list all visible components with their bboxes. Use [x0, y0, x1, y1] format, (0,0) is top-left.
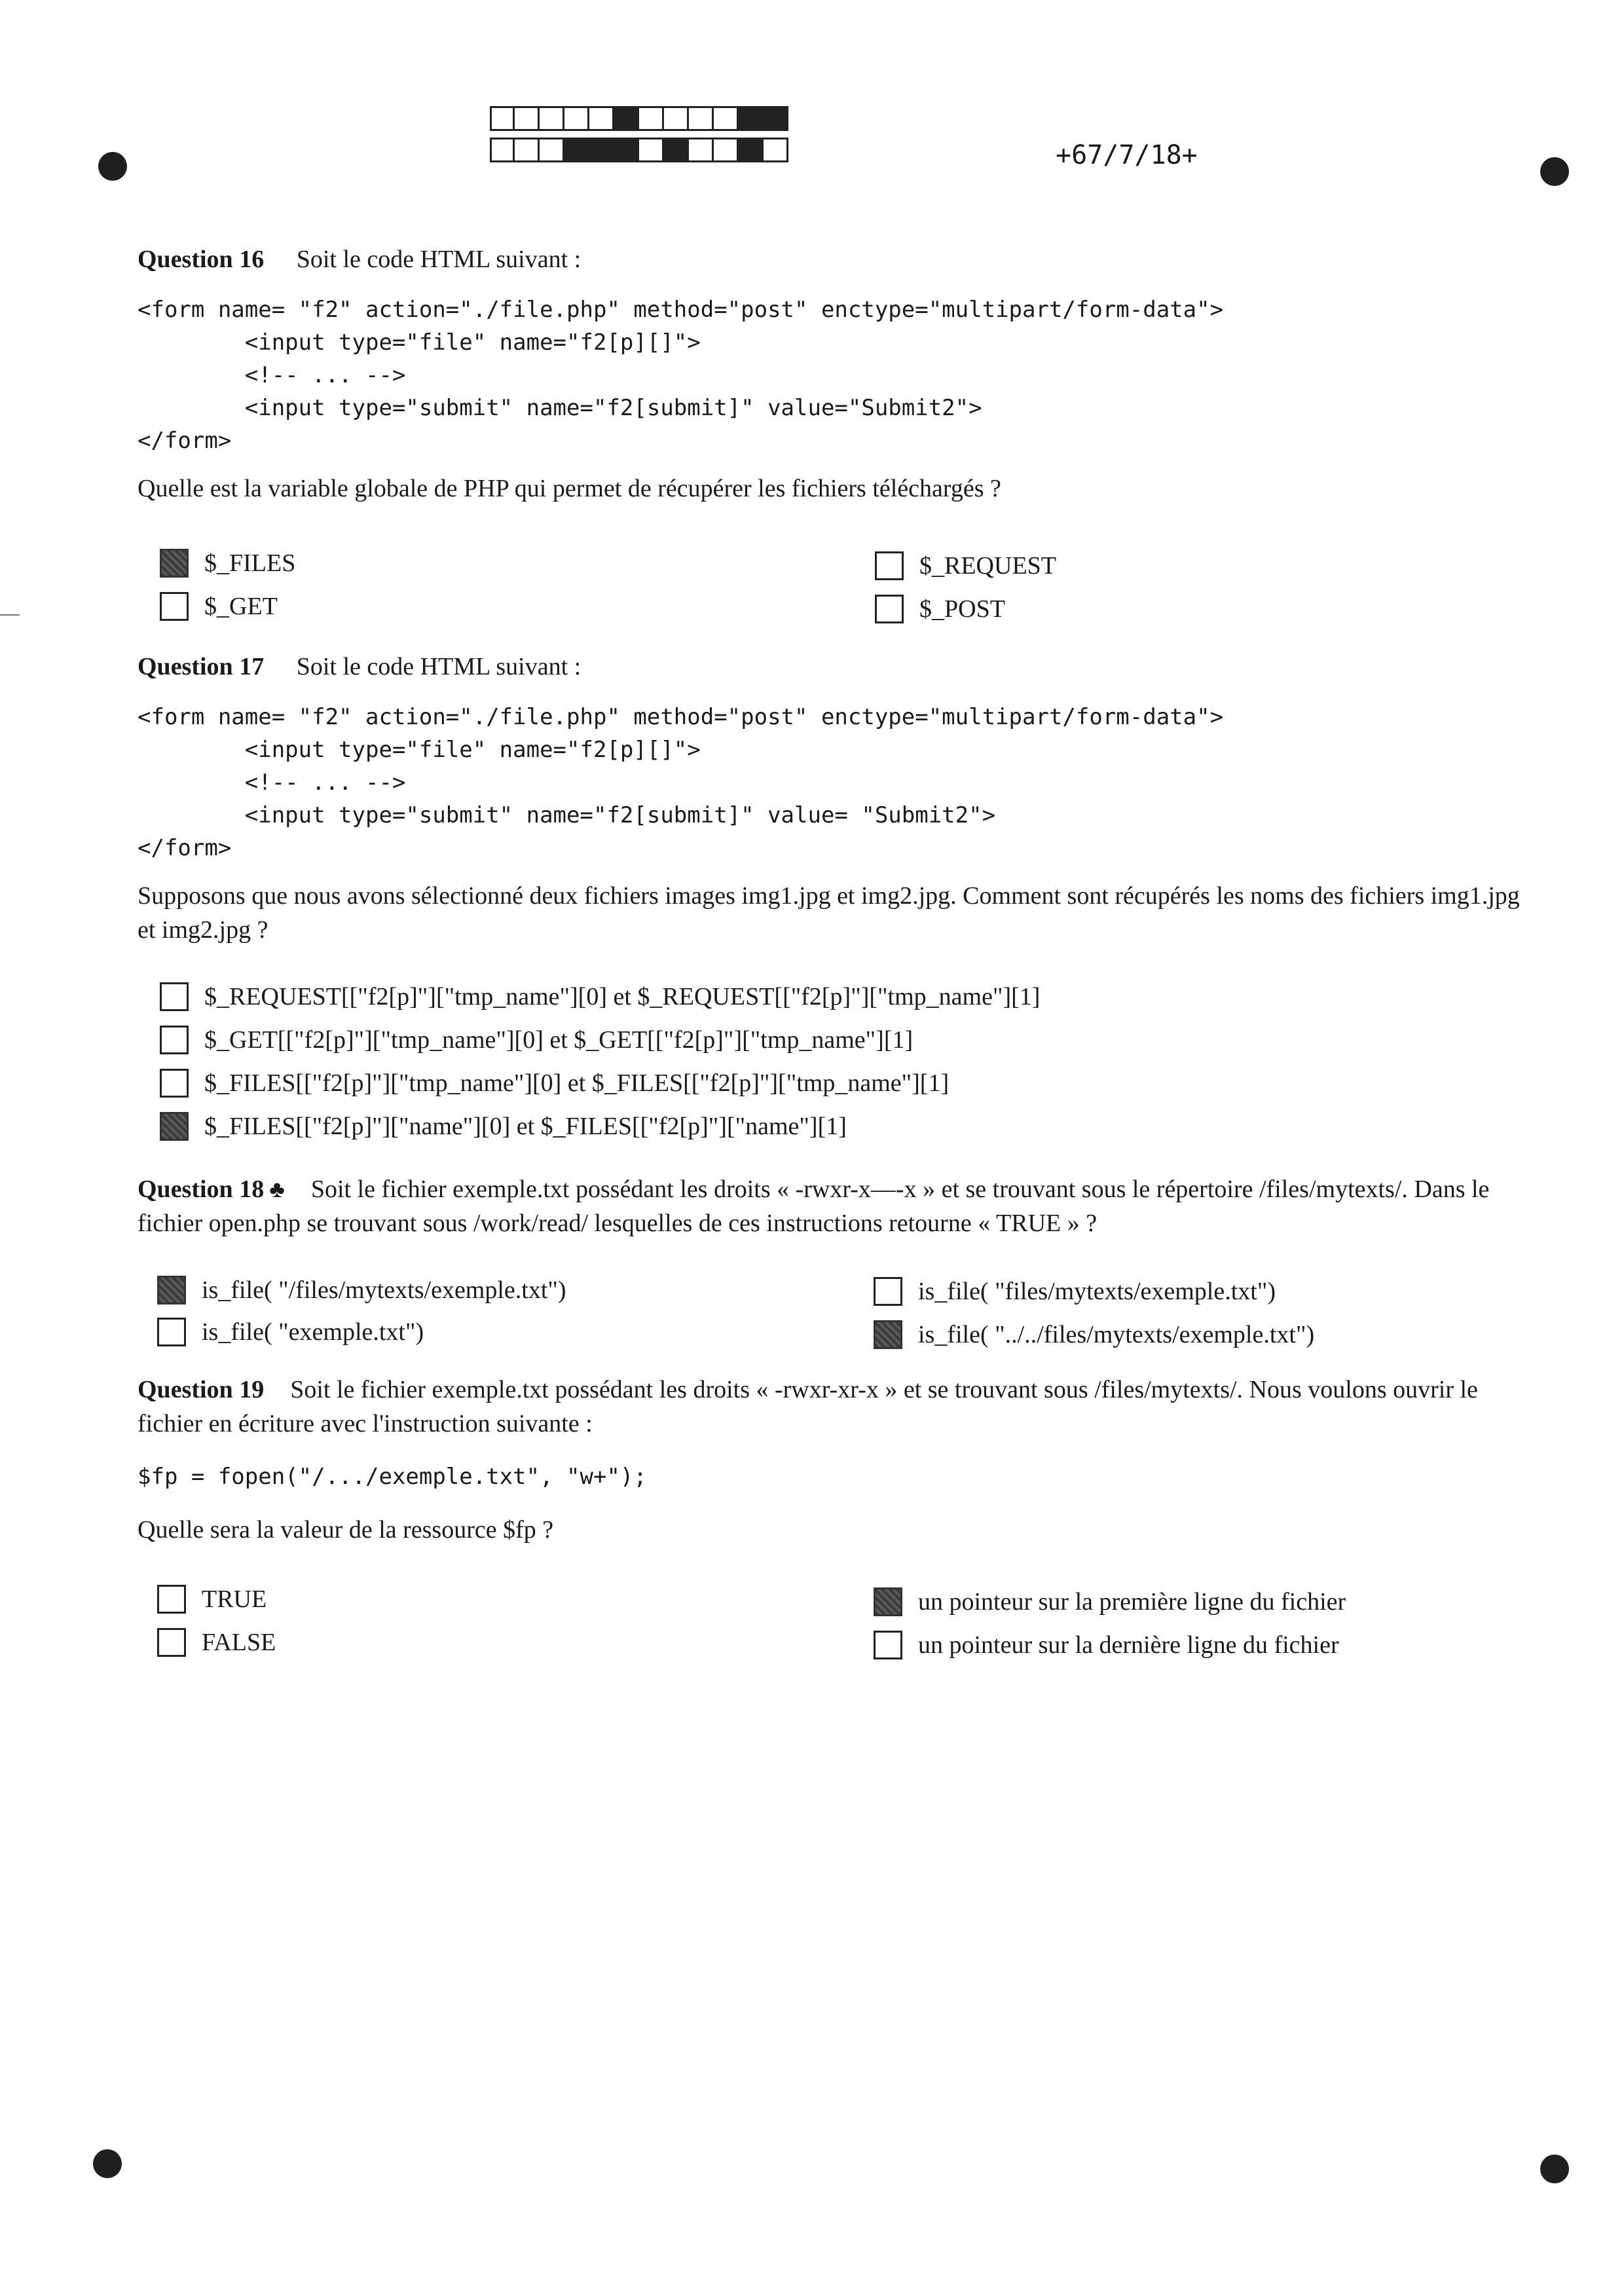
option-label: $_GET[["f2[p]"]["tmp_name"][0] et $_GET[["f2[p]"]["tmp_name"][1]: [204, 1026, 913, 1054]
checkbox-checked[interactable]: [160, 1112, 189, 1141]
question-18: [138, 1172, 1539, 1240]
option-label: $_FILES[["f2[p]"]["tmp_name"][0] et $_FILES[["f2[p]"]["tmp_name"][1]: [204, 1069, 950, 1097]
checkbox[interactable]: [875, 551, 904, 580]
question-prompt: Quelle sera la valeur de la ressource $fp ?: [138, 1516, 554, 1544]
question-16: [138, 242, 1539, 506]
checkbox[interactable]: [160, 592, 189, 621]
page-barcode-row-1: [490, 106, 788, 131]
checkbox[interactable]: [160, 1026, 189, 1054]
checkbox[interactable]: [160, 982, 189, 1011]
option-label: is_file( "files/mytexts/exemple.txt"): [918, 1278, 1276, 1305]
option-request[interactable]: [875, 551, 1056, 580]
page-barcode-row-2: [490, 138, 788, 162]
checkbox[interactable]: [157, 1585, 186, 1614]
checkbox[interactable]: [160, 1069, 189, 1098]
option-files[interactable]: [160, 549, 295, 578]
option-label: $_REQUEST: [919, 552, 1056, 580]
question-intro: Soit le fichier exemple.txt possédant les droits « -rwxr-x—-x » et se trouvant sous le répertoire /files/mytexts/. Dans le fichier open.php se trouvant sous /work/read/ lesquelles de ces instructions retourne « TRUE » ?: [138, 1176, 1490, 1237]
code-block: <form name= "f2" action="./file.php" method="post" enctype="multipart/form-data"> <input type="file" name="f2[p][]"> <!-- ... --> <input type="submit" name="f2[submit]" value="Submit2"> </form>: [138, 297, 1224, 454]
option-label: is_file( "exemple.txt"): [202, 1318, 424, 1346]
question-intro: Soit le code HTML suivant :: [296, 653, 581, 680]
checkbox[interactable]: [157, 1628, 186, 1657]
registration-mark-bottom-right: [1540, 2155, 1569, 2183]
option-get-tmp-name[interactable]: [160, 1026, 913, 1054]
option-files-name[interactable]: [160, 1112, 847, 1141]
club-symbol: ♣: [269, 1176, 285, 1202]
option-label: $_FILES[["f2[p]"]["name"][0] et $_FILES[["f2[p]"]["name"][1]: [204, 1113, 847, 1140]
question-label: Question 18: [138, 1176, 265, 1203]
margin-tick: [0, 614, 20, 616]
registration-mark-bottom-left: [93, 2149, 122, 2178]
question-label: Question 17: [138, 653, 265, 680]
option-is-file-relative[interactable]: [874, 1277, 1276, 1306]
option-label: is_file( "../../files/mytexts/exemple.txt"): [918, 1321, 1315, 1348]
question-intro: Soit le fichier exemple.txt possédant les droits « -rwxr-xr-x » et se trouvant sous /files/mytexts/. Nous voulons ouvrir le fichier en écriture avec l'instruction suivante :: [138, 1376, 1478, 1437]
option-first-line-pointer[interactable]: [874, 1587, 1346, 1616]
sheet-id: +67/7/18+: [1056, 140, 1198, 170]
checkbox[interactable]: [874, 1631, 902, 1659]
question-17: [138, 650, 1539, 947]
option-label: $_POST: [919, 595, 1005, 623]
checkbox[interactable]: [157, 1318, 186, 1346]
registration-mark-top-left: [98, 152, 127, 181]
question-label: Question 19: [138, 1376, 265, 1403]
checkbox[interactable]: [874, 1277, 902, 1306]
question-intro: Soit le code HTML suivant :: [296, 246, 581, 273]
question-label: Question 16: [138, 246, 265, 273]
option-files-tmp-name[interactable]: [160, 1069, 949, 1098]
option-label: un pointeur sur la dernière ligne du fichier: [918, 1631, 1339, 1659]
checkbox-checked[interactable]: [874, 1320, 902, 1349]
checkbox-checked[interactable]: [157, 1276, 186, 1305]
code-line: $fp = fopen("/.../exemple.txt", "w+");: [138, 1464, 647, 1490]
option-label: $_GET: [204, 593, 278, 620]
option-get[interactable]: [160, 592, 278, 621]
question-prompt: Supposons que nous avons sélectionné deux fichiers images img1.jpg et img2.jpg. Comment sont récupérés les noms des fichiers img1.jpg et img2.jpg ?: [138, 882, 1520, 944]
option-is-file-local[interactable]: [157, 1318, 424, 1346]
option-label: un pointeur sur la première ligne du fichier: [918, 1588, 1346, 1616]
option-label: FALSE: [202, 1629, 276, 1656]
option-is-file-parent[interactable]: [874, 1320, 1314, 1349]
question-prompt: Quelle est la variable globale de PHP qui permet de récupérer les fichiers téléchargés ?: [138, 475, 1001, 502]
option-true[interactable]: [157, 1585, 267, 1614]
option-request-tmp-name[interactable]: [160, 982, 1040, 1011]
code-block: <form name= "f2" action="./file.php" method="post" enctype="multipart/form-data"> <input type="file" name="f2[p][]"> <!-- ... --> <input type="submit" name="f2[submit]" value= "Submit2"> </form>: [138, 704, 1224, 861]
option-false[interactable]: [157, 1628, 276, 1657]
option-post[interactable]: [875, 595, 1005, 623]
option-last-line-pointer[interactable]: [874, 1631, 1339, 1659]
checkbox[interactable]: [875, 595, 904, 623]
option-label: TRUE: [202, 1585, 267, 1613]
registration-mark-top-right: [1540, 157, 1569, 186]
question-19: [138, 1373, 1539, 1547]
checkbox-checked[interactable]: [160, 549, 189, 578]
option-label: $_REQUEST[["f2[p]"]["tmp_name"][0] et $_REQUEST[["f2[p]"]["tmp_name"][1]: [204, 983, 1041, 1010]
option-label: $_FILES: [204, 549, 296, 577]
option-is-file-absolute[interactable]: [157, 1276, 566, 1305]
option-label: is_file( "/files/mytexts/exemple.txt"): [202, 1276, 566, 1304]
checkbox-checked[interactable]: [874, 1587, 902, 1616]
